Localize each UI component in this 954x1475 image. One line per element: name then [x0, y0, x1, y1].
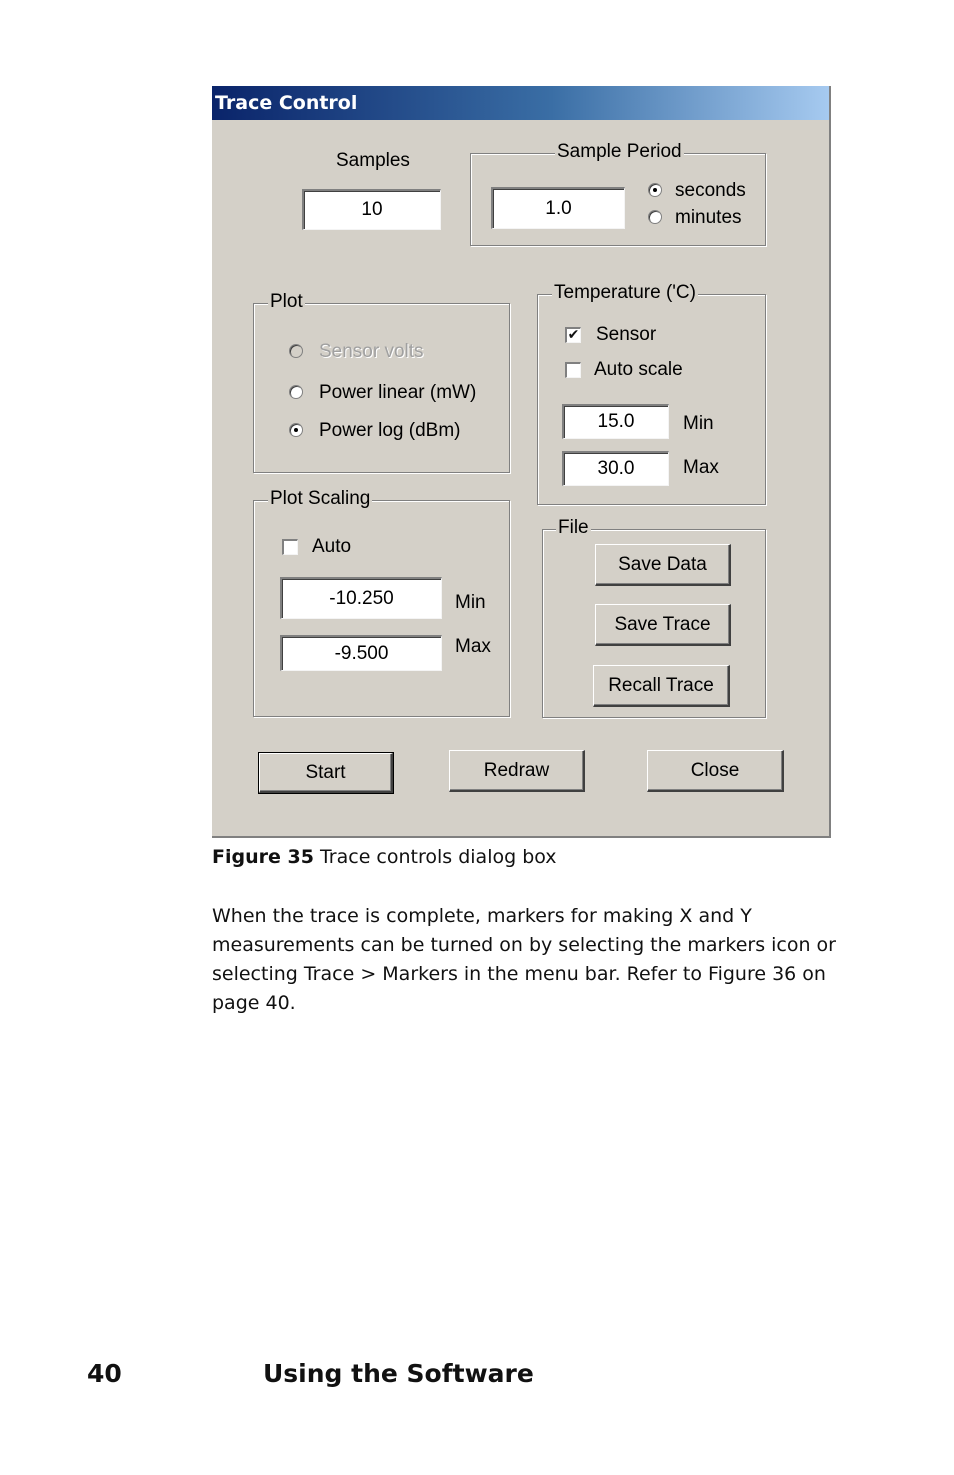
plot-legend: Plot — [270, 291, 303, 312]
power-log-label: Power log (dBm) — [319, 420, 461, 441]
temperature-min-input[interactable]: 15.0 — [562, 404, 669, 439]
close-button[interactable]: Close — [647, 750, 784, 792]
minutes-radio[interactable] — [648, 210, 662, 224]
seconds-label: seconds — [675, 180, 746, 201]
power-log-radio[interactable] — [289, 423, 303, 437]
sample-period-input[interactable]: 1.0 — [491, 187, 625, 229]
sensor-checkbox-label: Sensor — [596, 324, 657, 345]
samples-input[interactable]: 10 — [302, 189, 441, 230]
auto-scaling-label: Auto — [312, 536, 352, 557]
temperature-min-label: Min — [683, 413, 714, 434]
plot-scaling-max-input[interactable]: -9.500 — [280, 635, 442, 671]
section-title: Using the Software — [263, 1359, 534, 1388]
figure-caption — [212, 846, 557, 868]
minutes-label: minutes — [675, 207, 742, 228]
temperature-max-input[interactable]: 30.0 — [562, 451, 669, 486]
auto-scale-label: Auto scale — [594, 359, 683, 380]
redraw-button[interactable]: Redraw — [449, 750, 585, 792]
figure-caption-label: Figure 35 — [212, 846, 314, 868]
page-number: 40 — [87, 1359, 122, 1388]
save-trace-button[interactable]: Save Trace — [595, 604, 731, 646]
sample-period-legend: Sample Period — [557, 141, 682, 162]
dialog-title-bar[interactable] — [212, 86, 829, 120]
sensor-volts-label: Sensor volts — [319, 341, 424, 362]
seconds-radio[interactable] — [648, 183, 662, 197]
save-data-button[interactable]: Save Data — [595, 544, 731, 586]
samples-label: Samples — [336, 150, 410, 171]
plot-scaling-max-label: Max — [455, 636, 491, 657]
temperature-max-label: Max — [683, 457, 719, 478]
trace-control-dialog — [212, 86, 831, 838]
recall-trace-button[interactable]: Recall Trace — [593, 665, 730, 707]
file-legend: File — [558, 517, 589, 538]
power-linear-label: Power linear (mW) — [319, 382, 477, 403]
auto-scaling-checkbox[interactable] — [282, 539, 298, 555]
dialog-title: Trace Control — [215, 92, 358, 114]
plot-scaling-legend: Plot Scaling — [270, 488, 371, 509]
sensor-volts-radio — [289, 344, 303, 358]
plot-scaling-min-input[interactable]: -10.250 — [280, 577, 442, 619]
power-linear-radio[interactable] — [289, 385, 303, 399]
figure-caption-text: Trace controls dialog box — [313, 846, 557, 868]
sensor-checkbox[interactable]: ✔ — [565, 327, 581, 343]
start-button[interactable]: Start — [259, 753, 393, 793]
plot-scaling-min-label: Min — [455, 592, 486, 613]
body-paragraph: When the trace is complete, markers for making X and Y measurements can be turned on by selecting the markers icon or selecting Trace > Markers in the menu bar. Refer to Figure 36 on page 40. — [212, 905, 836, 1014]
temperature-legend: Temperature ('C) — [554, 282, 696, 303]
auto-scale-checkbox[interactable] — [565, 362, 581, 378]
